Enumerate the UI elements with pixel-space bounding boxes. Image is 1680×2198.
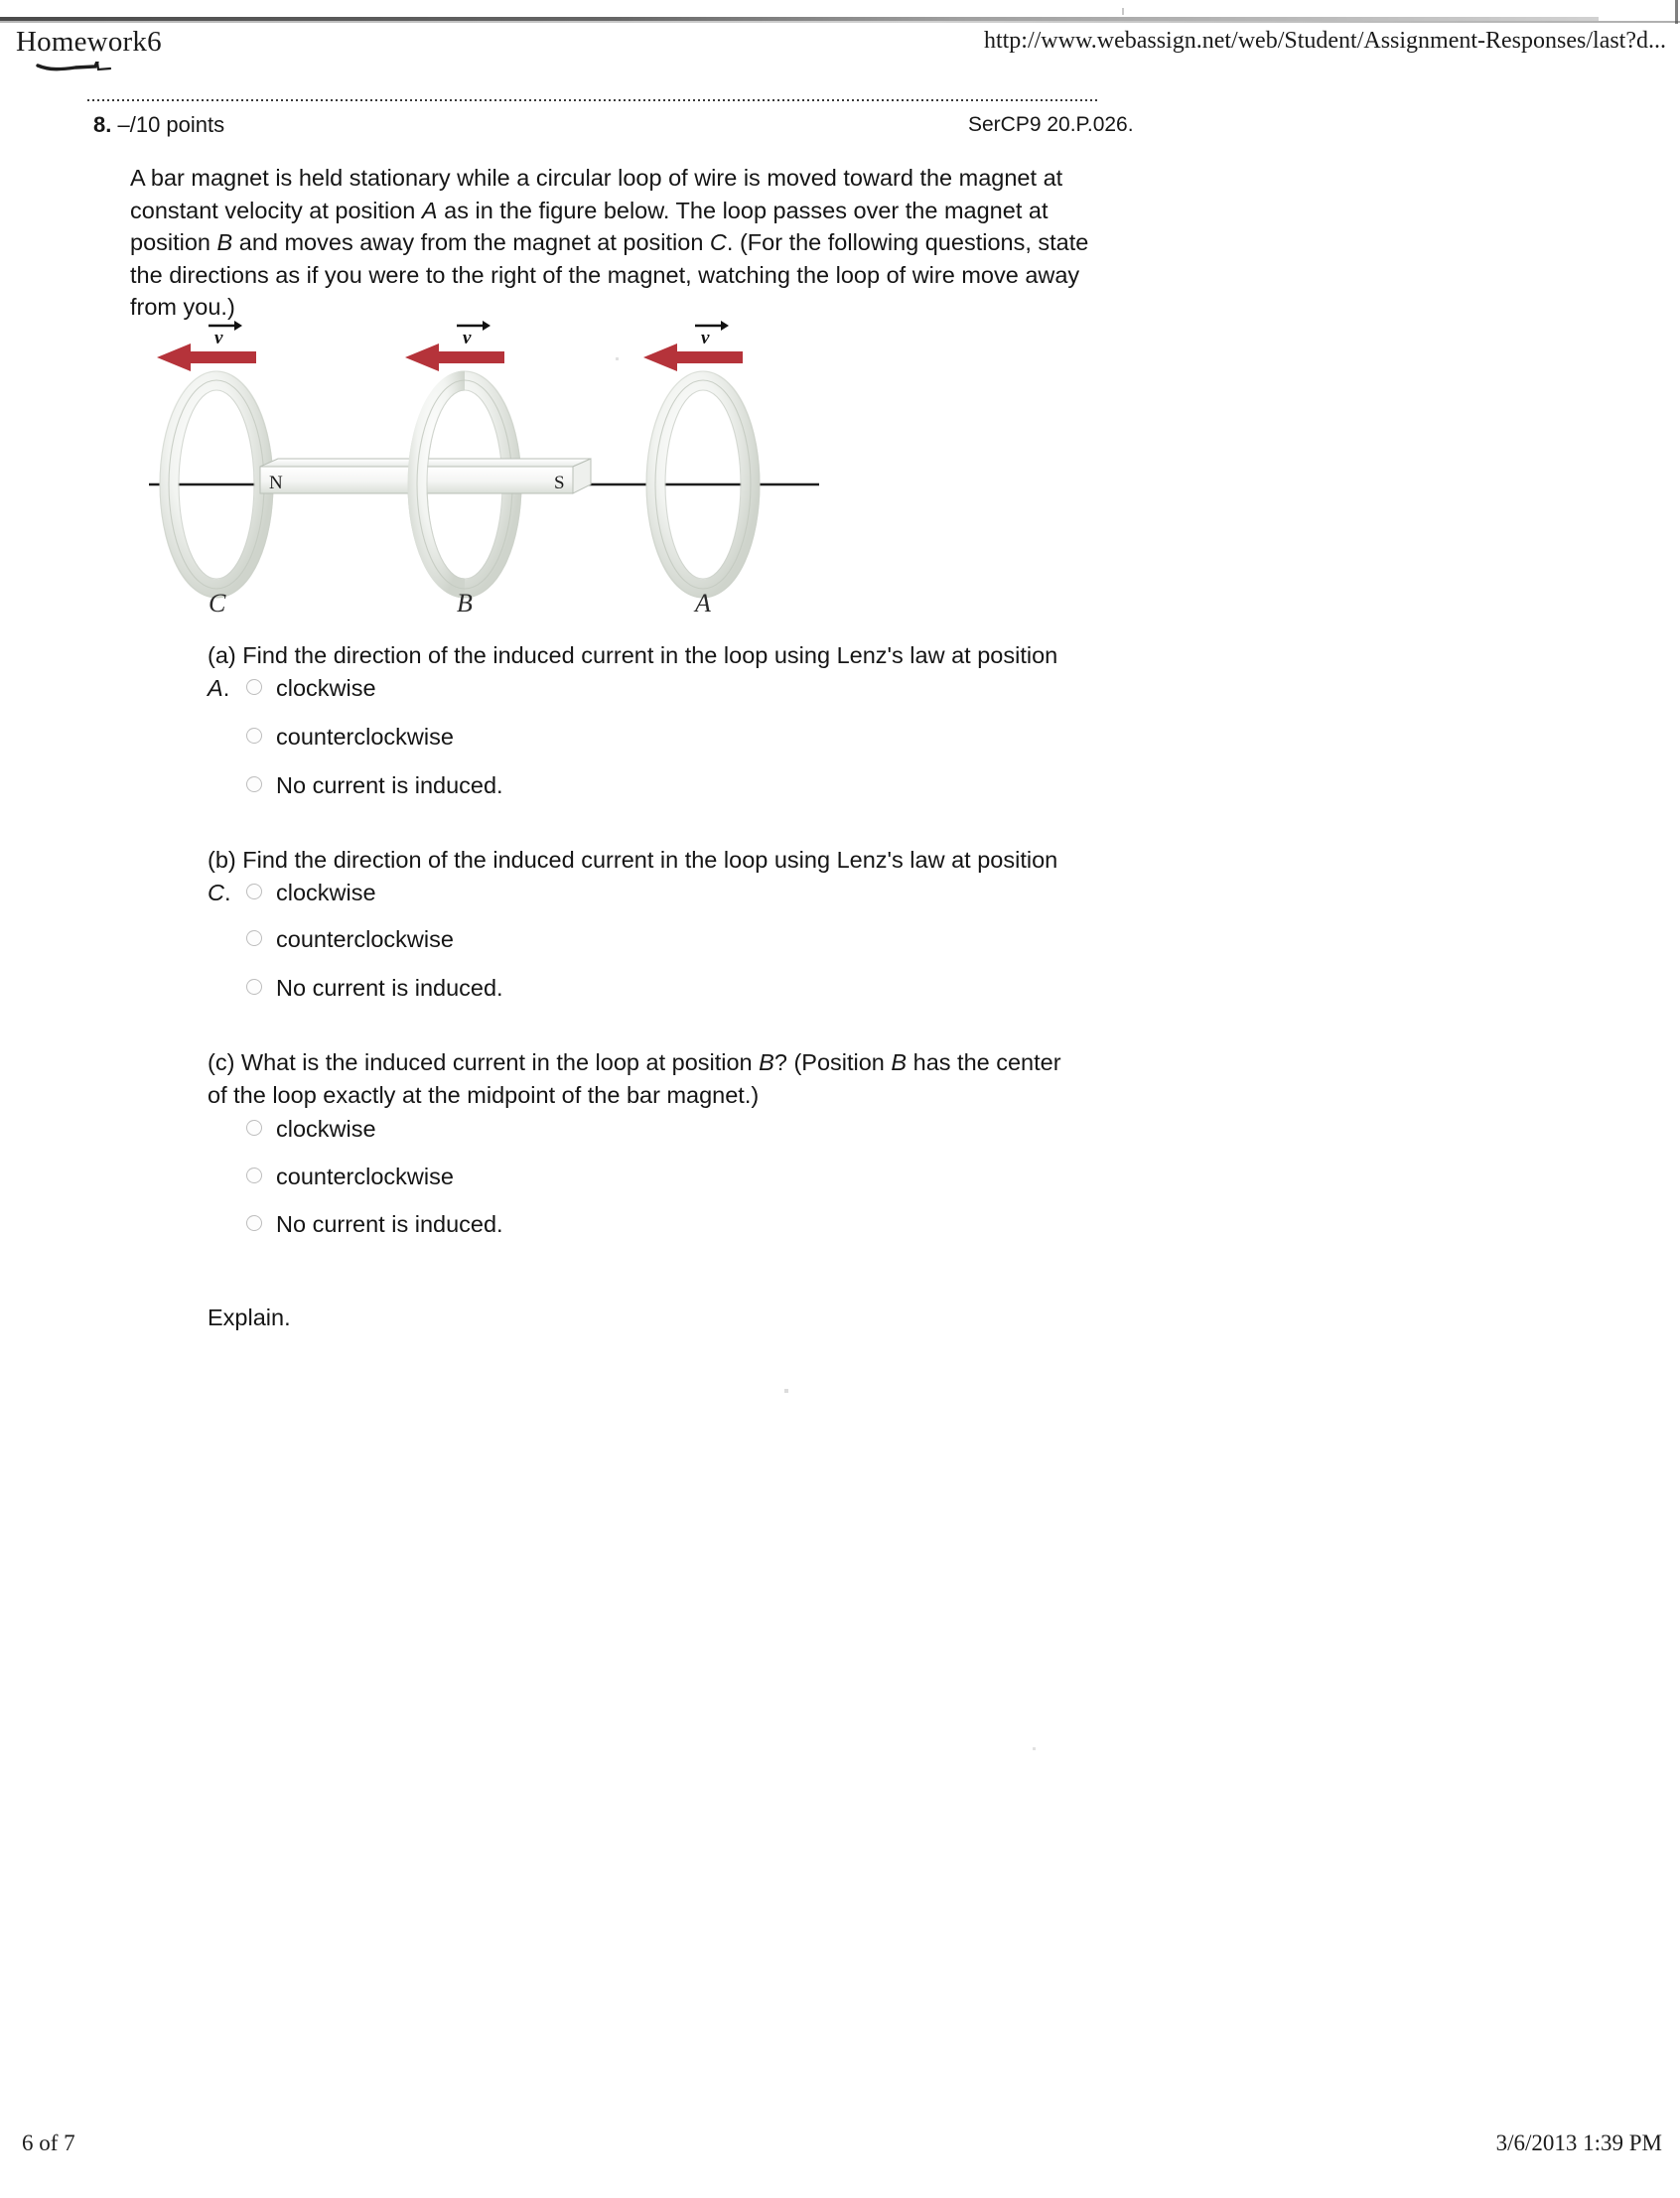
velocity-arrow-C	[157, 343, 256, 371]
problem-statement	[130, 162, 1108, 324]
option-b-no-current[interactable]	[246, 975, 503, 1002]
option-a-clockwise[interactable]	[246, 675, 376, 702]
option-b-counterclockwise[interactable]	[246, 926, 454, 953]
stem-line-3b: . (For the following questions, state the	[130, 229, 1089, 288]
position-label-B: B	[457, 589, 473, 618]
subquestion-c	[208, 1046, 1081, 1111]
subquestion-b-suffix: .	[223, 879, 231, 905]
svg-text:v: v	[214, 328, 223, 348]
scan-speck	[1122, 8, 1124, 15]
stem-line-4: directions as if you were to the right of the magnet, watching the loop of wire move away from	[130, 261, 1080, 321]
scan-speck	[1033, 1747, 1036, 1750]
option-label: clockwise	[276, 880, 376, 905]
option-c-no-current[interactable]	[246, 1211, 503, 1238]
svg-text:v: v	[463, 328, 472, 348]
question-points: –/10 points	[117, 112, 225, 137]
subquestion-a-prefix: (a) Find the direction of the induced current in the loop using Lenz's law at position	[208, 642, 1058, 668]
velocity-arrow-A	[643, 343, 743, 371]
radio-button-icon[interactable]	[246, 1120, 262, 1136]
velocity-vector-label-B	[457, 321, 490, 348]
subquestion-c-suffix: ? (Position	[773, 1049, 892, 1075]
magnet-pole-south-label: S	[554, 473, 565, 493]
option-label: clockwise	[276, 675, 376, 701]
document-title: Homework6	[16, 26, 162, 58]
stem-line-5: you.)	[183, 294, 235, 321]
option-a-counterclockwise[interactable]	[246, 724, 454, 751]
stem-italic-A: A	[421, 197, 438, 223]
subquestion-c-line-2: loop exactly at the midpoint of the bar magnet.)	[272, 1081, 760, 1108]
option-label: counterclockwise	[276, 926, 454, 952]
handwritten-mark	[36, 60, 113, 70]
radio-button-icon[interactable]	[246, 979, 262, 995]
velocity-vector-label-A	[695, 321, 729, 348]
explain-prompt: Explain.	[208, 1305, 291, 1330]
question-source-code: SerCP9 20.P.026.	[968, 113, 1134, 136]
stem-italic-C: C	[709, 229, 727, 256]
radio-button-icon[interactable]	[246, 679, 262, 695]
subquestion-b-position: C	[208, 879, 224, 905]
radio-button-icon[interactable]	[246, 1215, 262, 1231]
subquestion-c-suffix-2: has the center of the	[208, 1049, 1061, 1108]
physics-figure	[139, 318, 834, 625]
option-label: No current is induced.	[276, 975, 503, 1001]
velocity-vector-label-C	[209, 321, 242, 348]
subquestion-c-prefix: (c) What is the induced current in the loop at position	[208, 1049, 760, 1075]
option-label: No current is induced.	[276, 772, 503, 798]
section-divider	[87, 99, 1098, 101]
page-number: 6 of 7	[22, 2130, 75, 2155]
option-label: counterclockwise	[276, 724, 454, 750]
svg-text:v: v	[701, 328, 710, 348]
radio-button-icon[interactable]	[246, 728, 262, 744]
stem-line-2a: constant velocity at position	[130, 197, 422, 223]
radio-button-icon[interactable]	[246, 776, 262, 792]
scan-edge-artifact-top-secondary	[0, 21, 1680, 23]
subquestion-a-suffix: .	[222, 674, 230, 701]
stem-line-3a: and moves away from the magnet at position	[232, 229, 710, 256]
radio-button-icon[interactable]	[246, 930, 262, 946]
position-label-A: A	[695, 589, 711, 618]
magnet-pole-north-label: N	[269, 473, 283, 493]
figure-svg	[139, 318, 834, 625]
subquestion-c-text	[208, 1046, 1081, 1111]
stem-line-2b: as in the figure below. The loop passes over the magnet at position	[130, 197, 1049, 256]
option-b-clockwise[interactable]	[246, 880, 376, 906]
scan-edge-artifact-right	[1675, 0, 1678, 24]
radio-button-icon[interactable]	[246, 884, 262, 899]
source-url: http://www.webassign.net/web/Student/Assignment-Responses/last?d...	[983, 28, 1666, 54]
position-label-C: C	[209, 589, 226, 618]
subquestion-b-prefix: (b) Find the direction of the induced current in the loop using Lenz's law at position	[208, 847, 1058, 873]
subquestion-a-position: A	[208, 674, 223, 701]
stem-italic-B: B	[216, 229, 233, 256]
question-number: 8.	[93, 112, 112, 137]
option-a-no-current[interactable]	[246, 772, 503, 799]
subquestion-c-position-2: B	[891, 1049, 908, 1075]
scan-speck	[784, 1389, 788, 1393]
velocity-arrow-B	[405, 343, 504, 371]
radio-button-icon[interactable]	[246, 1168, 262, 1183]
option-c-counterclockwise[interactable]	[246, 1164, 454, 1190]
option-label: No current is induced.	[276, 1211, 503, 1237]
option-c-clockwise[interactable]	[246, 1116, 376, 1143]
stem-line-1: A bar magnet is held stationary while a circular loop of wire is moved toward the magnet at	[130, 165, 1063, 191]
subquestion-c-position: B	[759, 1049, 774, 1075]
option-label: clockwise	[276, 1116, 376, 1142]
option-label: counterclockwise	[276, 1164, 454, 1189]
question-number-and-points	[93, 112, 224, 138]
print-timestamp: 3/6/2013 1:39 PM	[1495, 2130, 1662, 2155]
